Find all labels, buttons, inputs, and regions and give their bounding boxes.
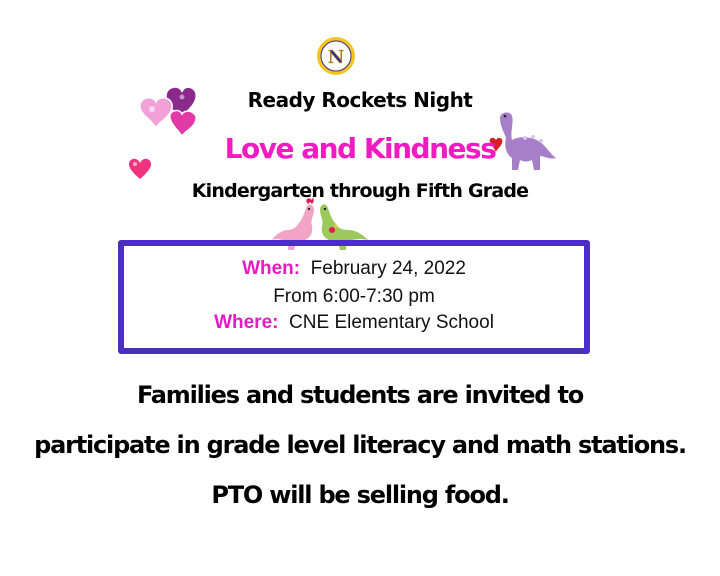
event-time: From 6:00-7:30 pm <box>273 286 435 307</box>
description-line-2: participate in grade level literacy and math stations. <box>34 431 686 459</box>
event-audience: Kindergarten through Fifth Grade <box>191 180 529 202</box>
where-label: Where: <box>214 312 279 333</box>
event-details-box <box>118 240 590 354</box>
logo-letter: N <box>327 47 345 68</box>
event-theme: Love and Kindness <box>224 132 496 165</box>
when-row <box>124 258 584 280</box>
school-logo-icon <box>316 36 356 76</box>
event-description <box>0 370 720 520</box>
event-location: CNE Elementary School <box>289 312 494 333</box>
description-line-1: Families and students are invited to <box>137 381 583 409</box>
event-date: February 24, 2022 <box>310 258 466 279</box>
where-row <box>124 312 584 334</box>
description-line-3: PTO will be selling food. <box>211 481 509 509</box>
when-label: When: <box>242 258 301 279</box>
event-title: Ready Rockets Night <box>247 88 473 112</box>
